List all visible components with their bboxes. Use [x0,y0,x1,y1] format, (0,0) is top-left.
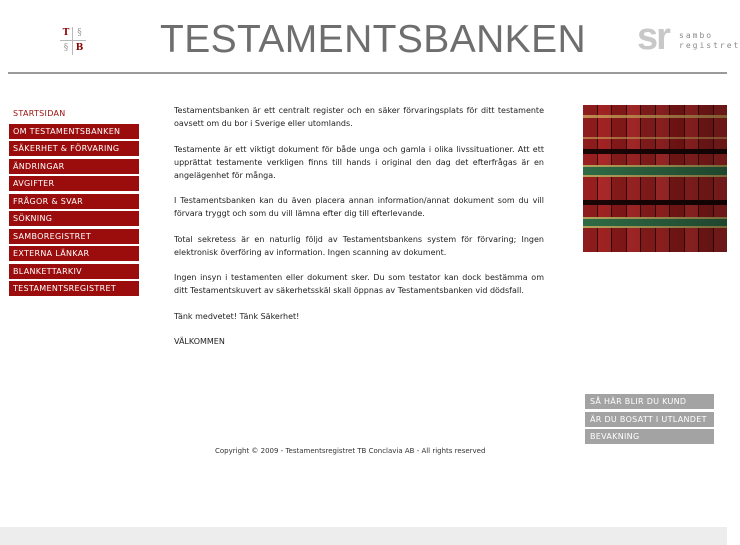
nav-item-samboregistret[interactable]: SAMBOREGISTRET [9,229,139,244]
nav-item-andringar[interactable]: ÄNDRINGAR [9,159,139,174]
nav-item-sakerhet-forvaring[interactable]: SÄKERHET & FÖRVARING [9,141,139,156]
sr-logo-line: registret [679,41,740,50]
nav-item-testamentsregistret[interactable]: TESTAMENTSREGISTRET [9,281,139,296]
content-paragraph: Total sekretess är en naturlig följd av Testamentsbankens system för förvaring; Ingen elektronisk överföring av information. Ingen scanning av dokument. [174,234,544,257]
logo-letter: T [60,27,73,41]
content-paragraph: Ingen insyn i testamenten eller dokument sker. Du som testator kan dock bestämma om ditt Testamentskuvert av säkerhetsskäl skall öppnas av Testamentsbanken vid dödsfall. [174,273,544,295]
site-title: TESTAMENTSBANKEN [160,18,587,61]
nav-item-blankettarkiv[interactable]: BLANKETTARKIV [9,264,139,279]
side-link-bosatt-utlandet[interactable]: ÄR DU BOSATT I UTLANDET [585,412,714,427]
nav-item-om-testamentsbanken[interactable]: OM TESTAMENTSBANKEN [9,124,139,139]
welcome-text: VÄLKOMMEN [174,337,225,346]
main-nav [9,106,139,299]
nav-item-avgifter[interactable]: AVGIFTER [9,176,139,191]
nav-item-startsidan[interactable]: STARTSIDAN [9,106,139,121]
side-link-bevakning[interactable]: BEVAKNING [585,429,714,444]
content-paragraph: Testamente är ett viktigt dokument för både unga och gamla i olika livssituationer. Att ett upprättat testamente verkligen finns till hands i original den dag det efterfrågas är en angelägenhet för många. [174,144,544,180]
side-links [585,394,714,447]
site-header [0,0,740,74]
sr-logo-text [679,31,740,51]
header-divider [8,72,727,74]
logo-letter: B [75,42,84,53]
side-link-bli-kund[interactable]: SÅ HÄR BLIR DU KUND [585,394,714,409]
logo-letter: § [73,27,86,41]
tb-logo[interactable] [60,27,86,55]
sr-logo-line: sambo [679,31,714,40]
slogan: Tänk medvetet! Tänk Säkerhet! [174,311,300,321]
nav-item-fragor-svar[interactable]: FRÅGOR & SVAR [9,194,139,209]
content-paragraph: Testamentsbanken är ett centralt register och en säker förvaringsplats för ditt testamente oavsett om du bor i Sverige eller utomlands. [174,106,544,128]
nav-item-externa-lankar[interactable]: EXTERNA LÄNKAR [9,246,139,261]
footer-band [0,527,727,545]
copyright-text: Copyright © 2009 - Testamentsregistret TB Conclavia AB - All rights reserved [215,447,486,455]
main-content [174,104,544,361]
logo-letter: § [60,41,73,55]
nav-item-sokning[interactable]: SÖKNING [9,211,139,226]
books-illustration [583,105,727,252]
content-paragraph: I Testamentsbanken kan du även placera annan information/annat dokument som du vill förvara tryggt och som du vill lämna efter dig till efterlevande. [174,196,544,218]
sr-logo-mark: sr [637,16,669,58]
law-books-photo [583,105,727,252]
samboregistret-logo[interactable] [637,16,740,58]
